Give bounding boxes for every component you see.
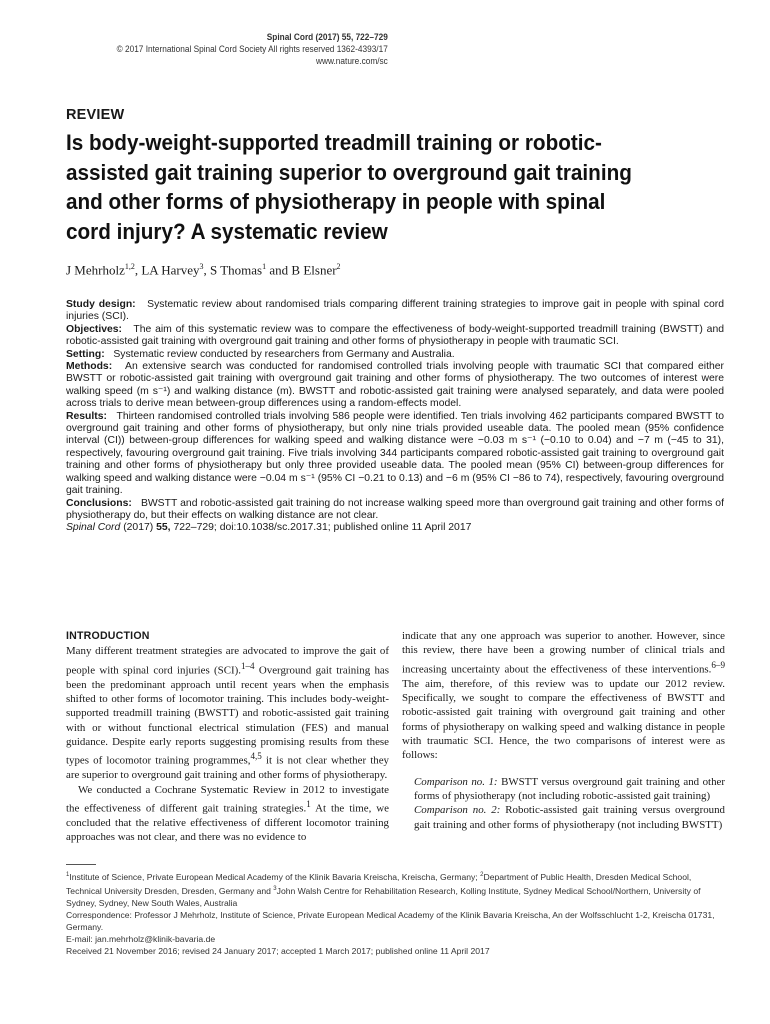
author-conjunction: and [269,262,289,278]
affiliations [66,869,724,909]
citation-details: 722–729; doi:10.1038/sc.2017.31; published online 11 April 2017 [173,522,472,534]
author-name[interactable]: LA Harvey [141,262,200,278]
affiliation-sup: 3 [199,262,204,271]
affiliation-sup: 1,2 [124,262,135,271]
body-column-left [66,629,389,845]
comparison-label: Comparison no. 1: [414,775,498,788]
reference-link[interactable]: 4,5 [250,751,262,762]
abstract-study-design [66,299,724,324]
abstract-citation [66,522,724,534]
comparison-label: Comparison no. 2: [414,804,501,817]
abstract-text: Systematic review conducted by researchers from Germany and Australia. [113,348,455,360]
body-text: The aim, therefore, of this review was to update our 2012 review. Specifically, we sought to compare the effectiveness of BWSTT and robotic-assisted gait training with overground gait training and other forms of physiotherapy on walking speed and walking distance in people with traumatic SCI. Hence, the two comparisons of interest were as follows: [402,677,725,762]
comparison-text: Robotic-assisted gait training versus overground gait training and other forms of physiotherapy (not including BWSTT) [414,804,725,831]
email[interactable]: E-mail: jan.mehrholz@klinik-bavaria.de [66,933,216,944]
body-paragraph [402,629,725,763]
body-text: Many different treatment strategies are advocated to improve the gait of people with spinal cord injuries (SCI). [66,645,389,677]
abstract-text: BWSTT and robotic-assisted gait training do not increase walking speed more than overground gait training and other forms of physiotherapy do, but their effects on walking distance are not clear. [66,497,724,521]
body-paragraph [66,783,389,845]
abstract-results [66,411,724,498]
comparison-item [402,803,725,832]
abstract-text: Systematic review about randomised trials comparing different training strategies to improve gait in people with spinal cord injuries (SCI). [66,299,724,323]
journal-url[interactable]: www.nature.com/sc [316,56,388,66]
reference-link[interactable]: 6–9 [711,659,725,670]
body-paragraph [66,644,389,782]
comparison-item [402,775,725,804]
copyright-line: © 2017 International Spinal Cord Society All rights reserved 1362-4393/17 [116,44,388,54]
affiliation-sup: 2 [336,262,341,271]
body-text: indicate that any one approach was superior to another. However, since this review, there have been a growing number of clinical trials and increasing uncertainty about the effectiveness of these interventions. [402,630,725,676]
citation-journal: Spinal Cord [66,522,121,534]
citation-volume: 55, [156,522,171,534]
abstract-label: Methods: [66,361,113,373]
author-name[interactable]: J Mehrholz [66,262,125,278]
abstract-text: The aim of this systematic review was to compare the effectiveness of body-weight-supported treadmill training (BWSTT) and robotic-assisted gait training with overground gait training and other forms of physiotherapy in people with traumatic SCI. [66,323,724,348]
abstract-objectives [66,324,724,349]
abstract-methods [66,361,724,411]
affiliation-sup: 3 [273,885,277,892]
abstract-text: Thirteen randomised controlled trials involving 586 people were identified. Ten trials involving 462 participants compared BWSTT to overground gait training and other forms of physiotherapy, but only nine trials provided useable data. The pooled mean (95% confidence interval (CI)) between-group differences for walking speed and walking distance were −0.03 m s⁻¹ (−0.10 to 0.04) and −7 m (−45 to 31), respectively, favouring overground gait training. Five trials involving 344 participants compared robotic-assisted gait training to overground gait training and other forms of physiotherapy but only three provided useable data. The pooled mean (95% CI) between-group differences for walking speed and walking distance were −0.04 m s⁻¹ (95% CI −0.21 to 0.13) and −6 m (95% CI −86 to 74), respectively, favouring overground gait training. [66,410,724,497]
abstract-label: Study design: [66,299,136,310]
abstract-label: Conclusions: [66,497,132,509]
author-name[interactable]: B Elsner [291,262,337,278]
footnote-divider [66,864,96,865]
article-title: Is body-weight-supported treadmill training or robotic-assisted gait training superior to overground gait training and other forms of physiotherapy in people with spinal cord injury? A systematic review [66,130,632,244]
affiliation-text: John Walsh Centre for Rehabilitation Research, Kolling Institute, Sydney Medical School/Northern, University of Sydney, Sydney, New South Wales, Australia [66,885,701,908]
abstract-label: Objectives: [66,323,123,335]
affiliation-sup: 1 [262,262,267,271]
abstract-label: Results: [66,410,107,422]
body-text: it is not clear whether they are superior to overground gait training and other forms of physiotherapy. [66,755,389,782]
body-column-right [402,629,725,832]
affiliation-text: Department of Public Health, Dresden Medical School, Technical University Dresden, Dresden, Germany and [66,871,692,896]
author-name[interactable]: S Thomas [209,262,263,278]
author-list: J Mehrholz$^{1,2}$, LA Harvey$^3$, S Thomas$^1$ and B Elsner$^2$ [66,262,341,278]
comparison-text: BWSTT versus overground gait training and other forms of physiotherapy (not including robotic-assisted gait training) [414,775,725,803]
reference-link[interactable]: 1 [306,799,311,810]
body-text: Overground gait training has been the predominant approach until recent years when the emphasis shifted to other forms of locomotor training. This includes body-weight-supported treadmill training (BWSTT) and robotic-assisted gait training with or without functional electrical stimulation (FES) and manual guidance. Despite early reports suggesting promising results from these types of locomotor training programmes, [66,664,389,767]
abstract-label: Setting: [66,348,105,360]
abstract-setting [66,349,724,361]
received-dates: Received 21 November 2016; revised 24 January 2017; accepted 1 March 2017; published online 11 April 2017 [66,945,490,956]
affiliation-sup: 1 [66,872,70,878]
abstract [66,299,724,535]
abstract-conclusions [66,498,724,523]
footnotes [66,869,724,957]
journal-citation: Spinal Cord (2017) 55, 722–729 [266,32,388,42]
abstract-text: An extensive search was conducted for randomised controlled trials involving people with traumatic SCI that compared either BWSTT or robotic-assisted gait training with overground gait training and other forms of physiotherapy. The two outcomes of interest were walking speed (m s⁻¹) and walking distance (m). BWSTT and robotic-assisted gait training were analysed separately, and data were pooled across trials to derive mean between-group differences using a random-effects model. [66,361,724,410]
correspondence: Correspondence: Professor J Mehrholz, Institute of Science, Private European Medical Academy of the Klinik Bavaria Kreischa, An der Wolfsschlucht 1-2, Kreischa 01731, Germany. [66,909,715,932]
spacer [402,763,725,775]
body-text: At the time, we concluded that the relative effectiveness of different locomotor training approaches was not clear, and there was no evidence to [66,802,389,844]
affiliation-sup: 2 [480,872,484,878]
body-text: We conducted a Cochrane Systematic Review in 2012 to investigate the effectiveness of different gait training strategies. [66,783,389,815]
affiliation-text: Institute of Science, Private European Medical Academy of the Klinik Bavaria Kreischa, Kreischa, Germany; [69,871,481,882]
article-type-label: REVIEW [66,107,125,123]
section-heading-introduction: INTRODUCTION [66,630,150,642]
journal-header [117,31,388,67]
reference-link[interactable]: 1–4 [240,660,255,671]
citation-year: (2017) [123,522,154,534]
